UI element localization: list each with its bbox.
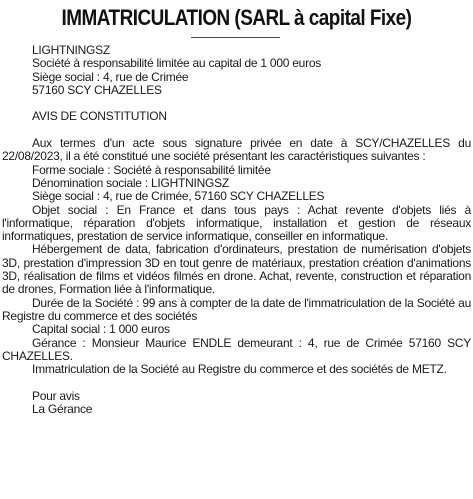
paragraph-hebergement: Hébergement de data, fabrication d'ordinateurs, prestation de numérisation d'objets 3D, prestation d'impression 3D en tout genre de matériaux, prestation création d'animations 3D, réalisation de films et vidéos filmés en drone. Achat, revente, construction et réparation de drones, Formation liée à l'informatique.: [2, 242, 471, 297]
paragraph-intro: Aux termes d'un acte sous signature privée en date à SCY/CHAZELLES du 22/08/2023, il a été constitué une société présentant les caractéristiques suivantes :: [2, 136, 471, 164]
company-name: LIGHTNINGSZ: [32, 43, 110, 57]
paragraph-forme: Forme sociale : Société à responsabilité limitée: [32, 162, 271, 177]
paragraph-objet: Objet social : En France et dans tous pays : Achat revente d'objets liés à l'informatique, réparation d'objets informatique, installation et gestion de réseaux informatiques, prestation de service informatique, conseiller en informatique.: [2, 202, 471, 244]
closing-pour-avis: Pour avis: [32, 388, 80, 403]
spacer: [2, 97, 471, 110]
head-office: Siège social : 4, rue de Crimée: [32, 69, 189, 84]
paragraph-denomination: Dénomination sociale : LIGHTNINGSZ: [32, 175, 229, 190]
closing-signature: La Gérance: [32, 402, 93, 417]
spacer: [2, 376, 471, 389]
head-office-city: 57160 SCY CHAZELLES: [32, 82, 162, 97]
paragraph-gerance: Gérance : Monsieur Maurice ENDLE demeurant : 4, rue de Crimée 57160 SCY CHAZELLES.: [2, 335, 471, 363]
paragraph-siege: Siège social : 4, rue de Crimée, 57160 SCY CHAZELLES: [32, 189, 325, 204]
paragraph-capital: Capital social : 1 000 euros: [32, 322, 170, 337]
notice-title: IMMATRICULATION (SARL à capital Fixe): [61, 5, 412, 30]
title-divider: [191, 37, 280, 38]
spacer: [2, 124, 471, 137]
paragraph-duree: Durée de la Société : 99 ans à compter de la date de l'immatriculation de la Société au Registre du commerce et des sociétés: [2, 295, 471, 323]
paragraph-immatriculation: Immatriculation de la Société au Registre du commerce et des sociétés de METZ.: [32, 362, 447, 377]
notice-body: [2, 44, 471, 416]
section-title: AVIS DE CONSTITUTION: [32, 109, 167, 124]
company-form: Société à responsabilité limitée au capital de 1 000 euros: [32, 56, 322, 71]
